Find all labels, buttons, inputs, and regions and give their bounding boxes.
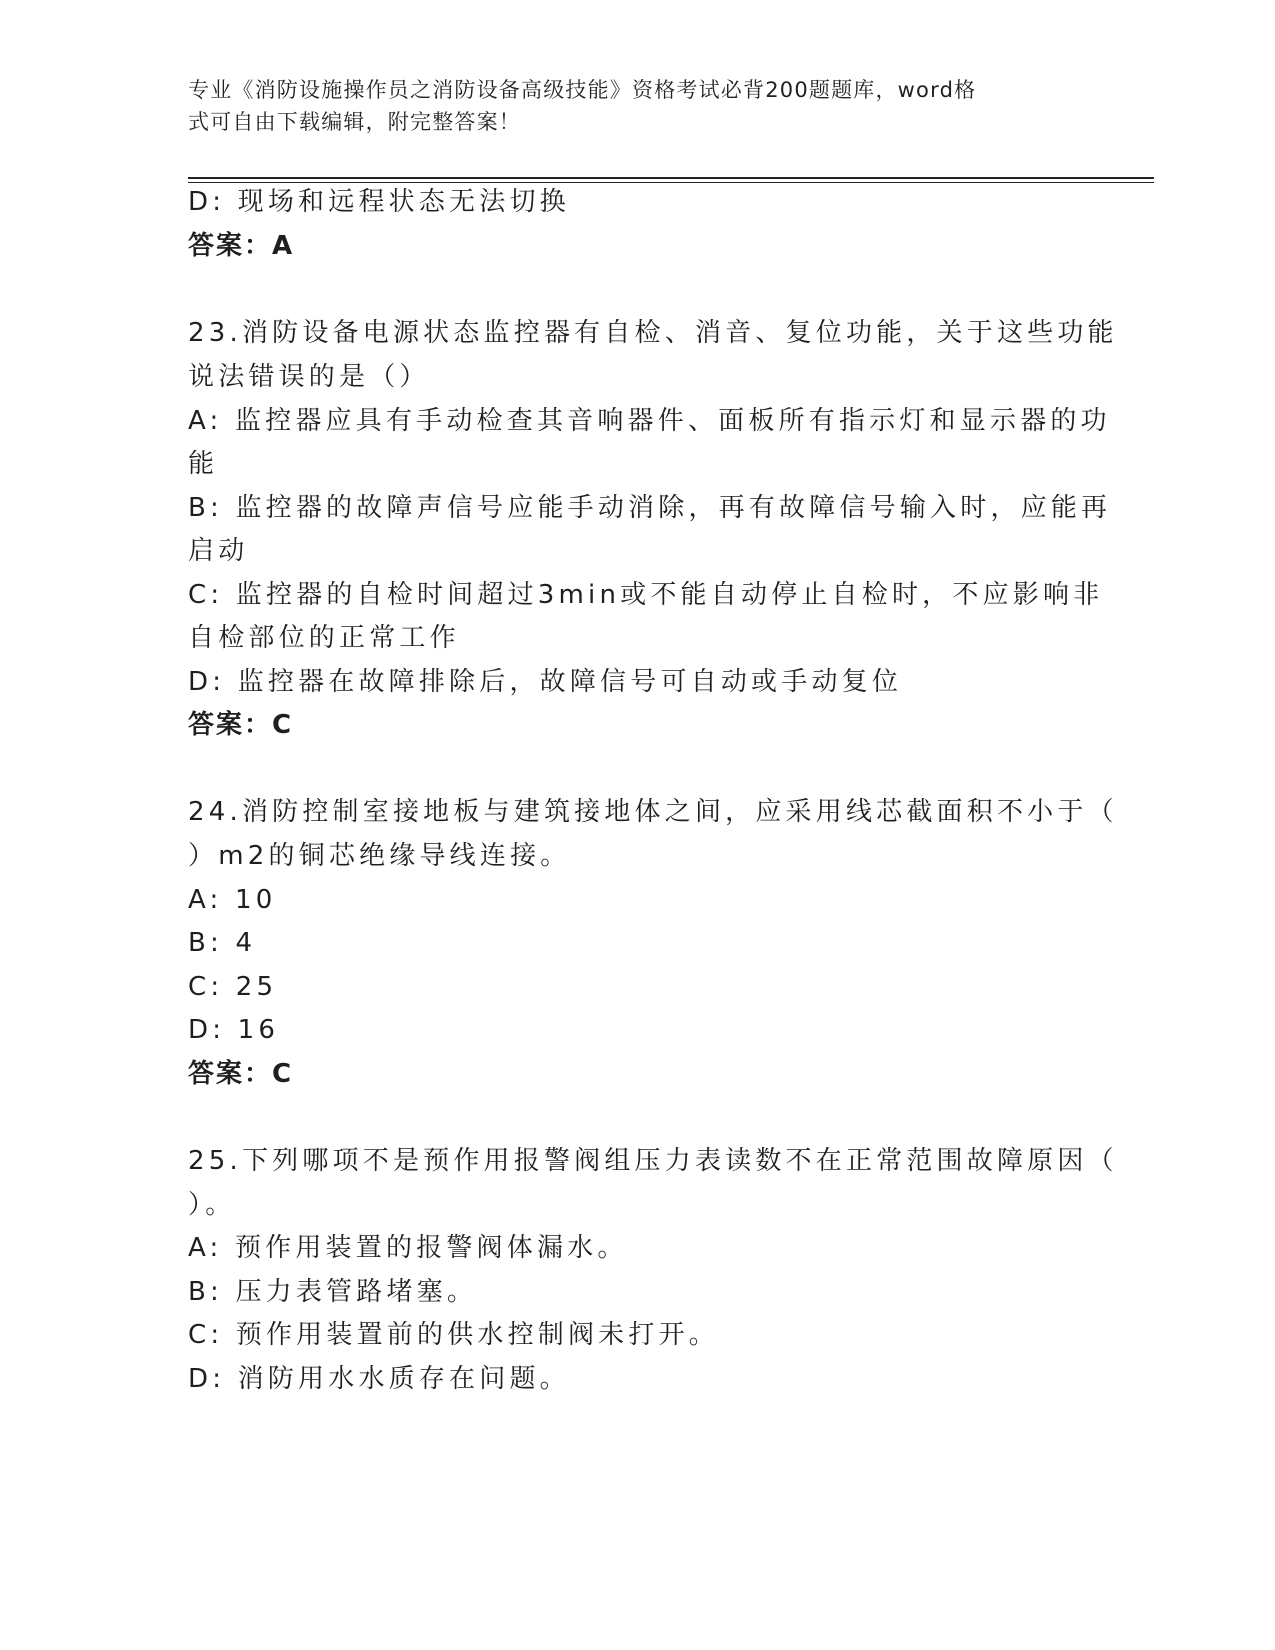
document-header bbox=[188, 74, 1068, 138]
q25-option-c: C: 预作用装置前的供水控制阀未打开。 bbox=[188, 1320, 719, 1350]
q23-stem-line-1: 23.消防设备电源状态监控器有自检、消音、复位功能，关于这些功能 bbox=[188, 318, 1118, 348]
header-line-2: 式可自由下载编辑，附完整答案！ bbox=[188, 110, 521, 134]
q24-option-a: A: 10 bbox=[188, 885, 277, 915]
q24-stem-line-1: 24.消防控制室接地板与建筑接地体之间，应采用线芯截面积不小于（ bbox=[188, 797, 1118, 827]
q25-option-b: B: 压力表管路堵塞。 bbox=[188, 1277, 478, 1307]
q23-option-a-line-1: A: 监控器应具有手动检查其音响器件、面板所有指示灯和显示器的功 bbox=[188, 406, 1111, 436]
q24-option-b: B: 4 bbox=[188, 928, 257, 958]
q24-stem-line-2: ）m2的铜芯绝缘导线连接。 bbox=[188, 841, 571, 871]
q25-stem-line-2: ）。 bbox=[188, 1190, 236, 1220]
q23-option-b-line-1: B: 监控器的故障声信号应能手动消除，再有故障信号输入时，应能再 bbox=[188, 493, 1112, 523]
q24-option-c: C: 25 bbox=[188, 972, 278, 1002]
q25-stem-line-1: 25.下列哪项不是预作用报警阀组压力表读数不在正常范围故障原因（ bbox=[188, 1146, 1118, 1176]
q24-answer: 答案：C bbox=[188, 1059, 294, 1089]
q23-stem-line-2: 说法错误的是（） bbox=[188, 362, 430, 392]
q24-option-d: D: 16 bbox=[188, 1015, 280, 1045]
q23-option-a-line-2: 能 bbox=[188, 449, 219, 479]
q23-option-d: D: 监控器在故障排除后，故障信号可自动或手动复位 bbox=[188, 667, 903, 697]
q23-option-b-line-2: 启动 bbox=[188, 536, 249, 566]
q25-option-a: A: 预作用装置的报警阀体漏水。 bbox=[188, 1233, 628, 1263]
header-divider-thin bbox=[188, 182, 1154, 183]
prev-option-d: D: 现场和远程状态无法切换 bbox=[188, 187, 570, 217]
header-line-1: 专业《消防设施操作员之消防设备高级技能》资格考试必背200题题库，word格 bbox=[188, 78, 977, 102]
q23-option-c-line-2: 自检部位的正常工作 bbox=[188, 623, 460, 653]
q23-answer: 答案：C bbox=[188, 710, 294, 740]
q25-option-d: D: 消防用水水质存在问题。 bbox=[188, 1364, 570, 1394]
header-divider-thick bbox=[188, 177, 1154, 179]
q23-option-c-line-1: C: 监控器的自检时间超过3min或不能自动停止自检时，不应影响非 bbox=[188, 580, 1104, 610]
prev-answer: 答案：A bbox=[188, 231, 295, 261]
